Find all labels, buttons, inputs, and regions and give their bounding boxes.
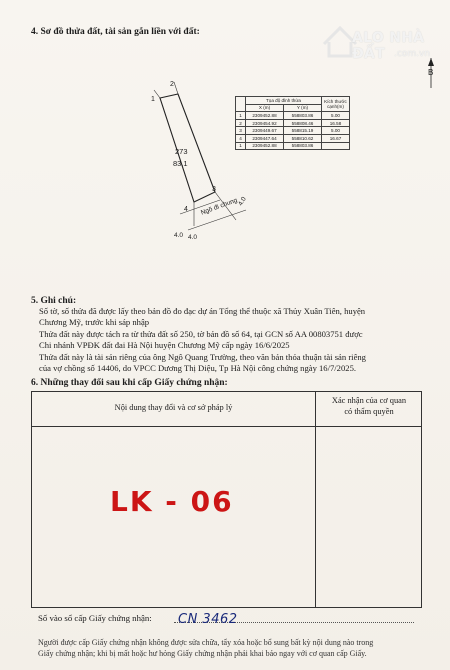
note-line: Thửa đất này là tài sản riêng của ông Ngô Quang Trường, theo văn bản thỏa thuận tài sản riêng <box>39 351 366 362</box>
table-row: 1 2309452.88 558803.86 5.00 <box>236 112 350 120</box>
section-6-title: 6. Những thay đổi sau khi cấp Giấy chứng nhận: <box>31 378 228 388</box>
x-header: X (m) <box>246 104 284 112</box>
coordinate-table <box>235 96 350 150</box>
vertex-label-1: 1 <box>151 96 155 103</box>
section-5-notes <box>39 306 429 374</box>
table-row: 4 2309447.64 558810.62 16.67 <box>236 134 350 142</box>
changes-col-content: Nội dung thay đổi và cơ sở pháp lý <box>114 403 233 412</box>
lot-stamp: LK - 06 <box>110 485 234 518</box>
register-number: CN 3462 <box>178 612 238 627</box>
changes-col-confirm: Xác nhận của cơ quan có thẩm quyền <box>331 396 407 416</box>
north-label: B <box>428 68 434 77</box>
logo-brand: ALO NHÀ ĐẤT <box>352 30 425 62</box>
road-width-right: 4.0 <box>237 195 248 208</box>
note-line: Thửa đất này được tách ra từ thửa đất số 250, tờ bản đồ số 64, tại GCN số AA 00803751 được <box>39 328 363 339</box>
table-row: 2 2309454.92 558808.46 16.58 <box>236 119 350 127</box>
road-width-left: 4.0 <box>174 232 184 239</box>
vertex-label-2: 2 <box>170 81 174 88</box>
parcel-number: 273 <box>175 147 188 156</box>
parcel-area: 83.1 <box>173 159 188 168</box>
coord-header: Tọa độ đỉnh thửa <box>246 97 322 105</box>
register-label: Số vào sổ cấp Giấy chứng nhận: <box>38 613 152 623</box>
y-header: Y (m) <box>284 104 322 112</box>
footer-notice: Người được cấp Giấy chứng nhận không được sửa chữa, tẩy xóa hoặc bổ sung bất kỳ nội dung nào trong Giấy chứng nhận; khi bị mất hoặc hư hỏng Giấy chứng nhận phải khai báo ngay với cơ quan cấp Giấy. <box>38 638 374 658</box>
note-line: Số tờ, số thửa đã được lấy theo bản đồ đo đạc dự án Tổng thể thuộc xã Thủy Xuân Tiên, huyện <box>39 306 366 316</box>
road-label: Ngõ đi chung <box>200 196 239 217</box>
logo-domain: .com.vn <box>394 49 430 59</box>
vertex-label-4: 4 <box>184 206 188 213</box>
vertex-label-3: 3 <box>212 186 216 193</box>
section-5-title: 5. Ghi chú: <box>31 296 77 306</box>
note-line: của vợ chồng số 14406, do VPCC Dương Thị Diệu, Tp Hà Nội công chứng ngày 16/7/2025. <box>39 363 357 374</box>
length-header: Kích thước cạnh(m) <box>322 97 350 112</box>
note-line: Chương Mỹ, trước khi sáp nhập <box>39 317 150 328</box>
bottom-width: 4.0 <box>188 234 198 241</box>
section-4-title: 4. Sơ đồ thửa đất, tài sản gắn liền với đất: <box>31 27 200 37</box>
table-row: 3 2309449.67 558815.19 5.00 <box>236 127 350 135</box>
note-line: Chi nhánh VPĐK đất đai Hà Nội huyện Chương Mỹ cấp ngày 16/6/2025 <box>39 340 290 351</box>
table-row: 1 2309452.88 558803.86 <box>236 142 350 150</box>
